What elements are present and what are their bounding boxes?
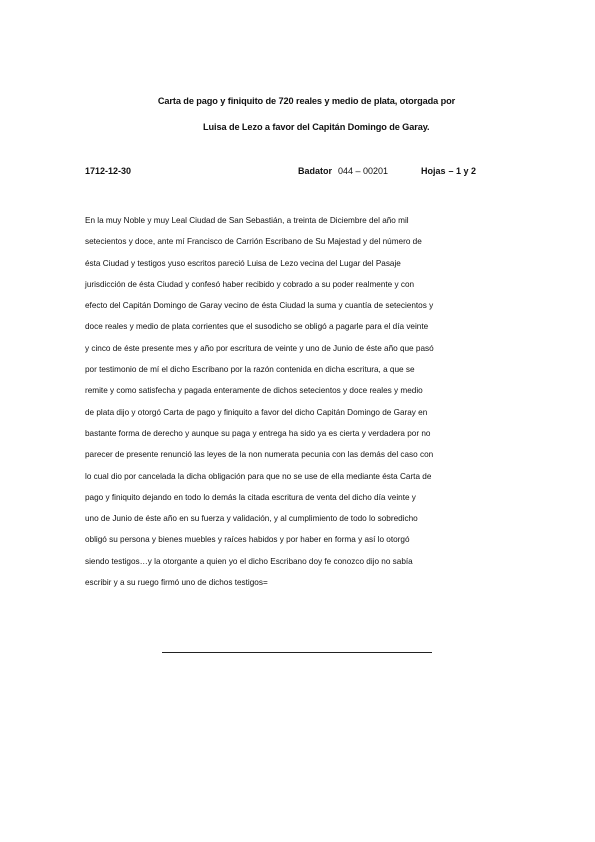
document-pages <box>421 166 476 176</box>
body-line: doce reales y medio de plata corrientes que el susodicho se obligó a pagarle para el día veinte <box>85 322 429 332</box>
body-line: bastante forma de derecho y aunque su paga y entrega ha sido ya es cierta y verdadera por no <box>85 428 431 438</box>
document-body <box>85 210 515 593</box>
body-line: parecer de presente renunció las leyes de la non numerata pecunia con las demás del caso con <box>85 450 434 460</box>
body-line: lo cual dio por cancelada la dicha obligación para que no se use de ella mediante ésta Carta de <box>85 471 432 481</box>
document-reference <box>298 166 388 176</box>
body-line: obligó su persona y bienes muebles y raíces habidos y por haber en forma y así lo otorgó <box>85 535 410 545</box>
document-title-line-1: Carta de pago y finiquito de 720 reales y medio de plata, otorgada por <box>157 96 456 106</box>
body-line: escribir y a su ruego firmó uno de dichos testigos= <box>85 578 268 588</box>
body-line: efecto del Capitán Domingo de Garay vecino de ésta Ciudad la suma y cuantía de setecientos y <box>85 301 434 311</box>
reference-number: 044 – 00201 <box>338 166 389 176</box>
body-line: ésta Ciudad y testigos yuso escritos pareció Luisa de Lezo vecina del Lugar del Pasaje <box>85 258 401 268</box>
body-line: remite y como satisfecha y pagada enteramente de dichos setecientos y doce reales y medio <box>85 386 423 396</box>
document-metadata-row <box>0 166 595 180</box>
body-line: por testimonio de mí el dicho Escribano por la razón contenida en dicha escritura, a que se <box>85 365 415 375</box>
reference-label: Badator <box>298 166 333 176</box>
body-line: jurisdicción de ésta Ciudad y confesó haber recibido y cobrado a su poder realmente y con <box>85 279 415 289</box>
body-line: uno de Junio de éste año en su fuerza y validación, y al cumplimiento de todo lo sobredicho <box>85 514 418 524</box>
document-title-line-2: Luisa de Lezo a favor del Capitán Domingo de Garay. <box>203 122 430 132</box>
pages-value: – 1 y 2 <box>448 166 477 176</box>
body-line: pago y finiquito dejando en todo lo demás la citada escritura de venta del dicho día veinte y <box>85 492 416 502</box>
body-line: setecientos y doce, ante mí Francisco de Carrión Escribano de Su Majestad y del número de <box>85 237 422 247</box>
signature-divider-line <box>162 652 432 653</box>
document-date: 1712-12-30 <box>85 166 132 176</box>
body-line: En la muy Noble y muy Leal Ciudad de San Sebastián, a treinta de Diciembre del año mil <box>85 216 409 225</box>
body-line: y cinco de éste presente mes y año por escritura de veinte y uno de Junio de éste año que pasó <box>85 343 434 353</box>
body-line: siendo testigos…y la otorgante a quien yo el dicho Escribano doy fe conozco dijo no sabía <box>85 556 413 566</box>
pages-label: Hojas <box>421 166 446 176</box>
body-line: de plata dijo y otorgó Carta de pago y finiquito a favor del dicho Capitán Domingo de Garay en <box>85 407 428 417</box>
